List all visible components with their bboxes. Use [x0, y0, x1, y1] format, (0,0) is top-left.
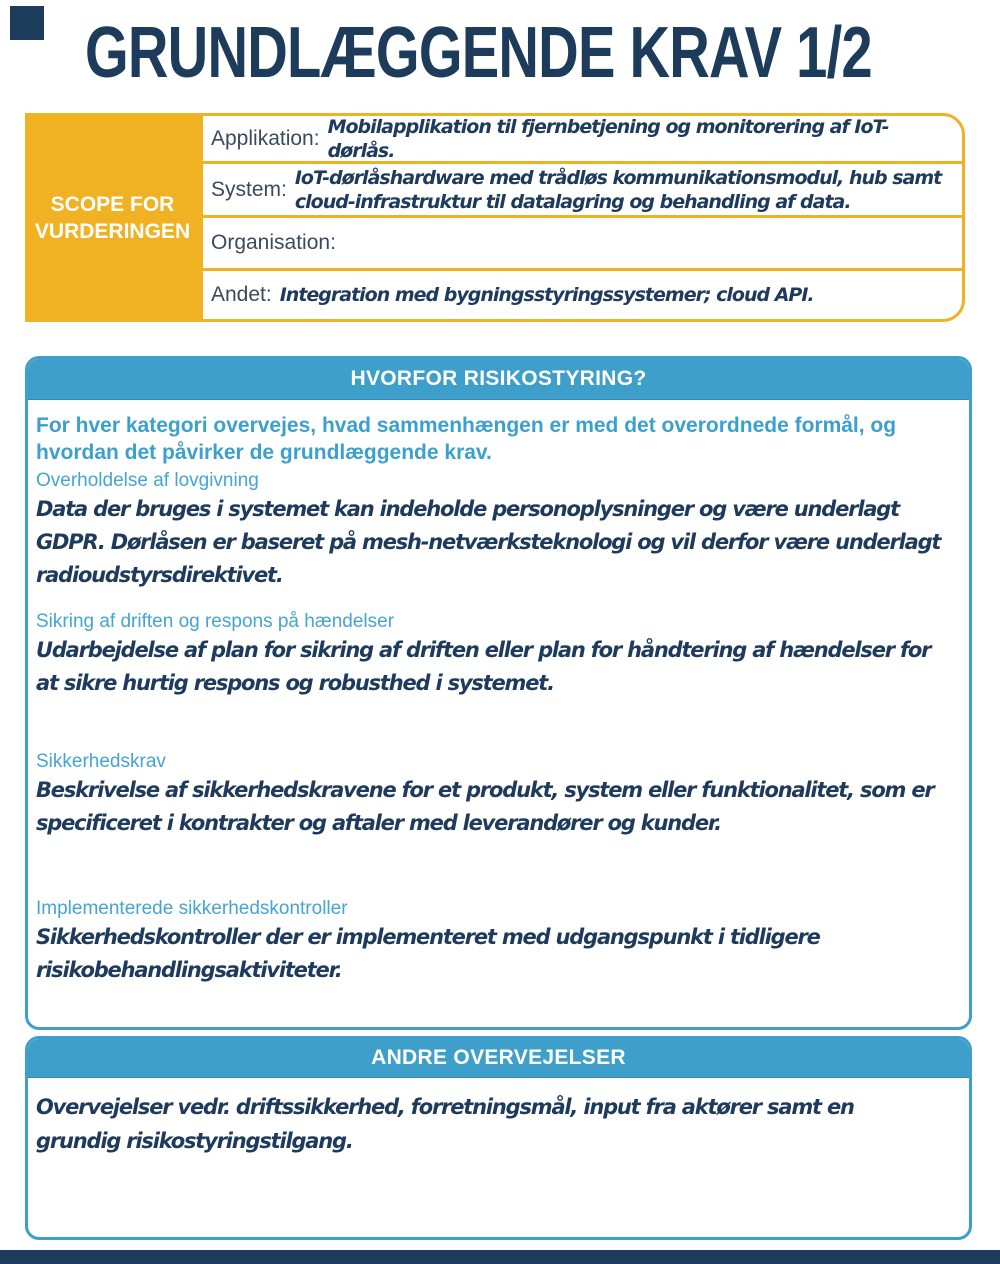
scope-header-label: SCOPE FOR VURDERINGEN [34, 192, 191, 243]
risk-section-header-label: HVORFOR RISIKOSTYRING? [350, 367, 647, 390]
scope-row-label: Applikation: [211, 126, 320, 150]
scope-row-label: Organisation: [211, 231, 336, 254]
risk-section-panel [25, 356, 972, 1030]
table-row-system [203, 161, 962, 215]
scope-row-value: IoT-dørlåshardware med trådløs kommunikationsmodul, hub samt cloud-infrastruktur til datalagring og behandling af data. [294, 166, 942, 213]
risk-item-sikkerhedskontroller [36, 897, 949, 987]
other-section-text: Overvejelser vedr. driftssikkerhed, forretningsmål, input fra aktører samt en grundig risikostyringstilgang. [36, 1095, 854, 1153]
risk-item-label: Overholdelse af lovgivning [36, 470, 259, 491]
risk-item-drift-respons [36, 610, 949, 700]
risk-item-sikkerhedskrav [36, 750, 949, 840]
scope-row-value: Mobilapplikation til fjernbetjening og monitorering af IoT-dørlås. [327, 115, 889, 162]
risk-section-header [28, 359, 969, 400]
scope-header-cell [25, 113, 200, 322]
risk-intro-text: For hver kategori overvejes, hvad sammenhængen er med det overordnede formål, og hvordan det påvirker de grundlæggende krav. [36, 414, 897, 464]
table-row-applikation [203, 116, 962, 161]
risk-item-label: Implementerede sikkerhedskontroller [36, 898, 348, 919]
table-row-organisation [203, 215, 962, 268]
risk-item-text: Sikkerhedskontroller der er implementeret med udgangspunkt i tidligere risikobehandlingsaktiviteter. [36, 925, 820, 982]
other-section-header-label: ANDRE OVERVEJELSER [371, 1046, 626, 1069]
risk-item-text: Udarbejdelse af plan for sikring af driften eller plan for håndtering af hændelser for at sikre hurtig respons og robusthed i systemet. [36, 638, 931, 695]
risk-item-label: Sikring af driften og respons på hændelser [36, 611, 395, 632]
risk-item-text: Data der bruges i systemet kan indeholde personoplysninger og være underlagt GDPR. Dørlåsen er baseret på mesh-netværksteknologi og vil derfor være underlagt radioudstyrsdirektivet. [36, 497, 941, 587]
scope-table [25, 113, 965, 322]
scope-row-label: Andet: [211, 283, 272, 306]
risk-item-label: Sikkerhedskrav [36, 751, 166, 772]
scope-row-label: System: [211, 177, 287, 201]
other-section-panel [25, 1036, 972, 1240]
scope-row-value: Integration med bygningsstyringssystemer; cloud API. [279, 284, 814, 306]
table-row-andet [203, 268, 962, 319]
other-section-header [28, 1039, 969, 1078]
footer-bar-decoration [0, 1250, 1000, 1264]
risk-item-lovgivning [36, 469, 949, 592]
corner-square-decoration [10, 6, 44, 40]
risk-item-text: Beskrivelse af sikkerhedskravene for et produkt, system eller funktionalitet, som er specificeret i kontrakter og aftaler med leverandører og kunder. [36, 778, 934, 835]
page-title: GRUNDLÆGGENDE KRAV 1/2 [85, 13, 872, 93]
scope-rows [200, 113, 965, 322]
